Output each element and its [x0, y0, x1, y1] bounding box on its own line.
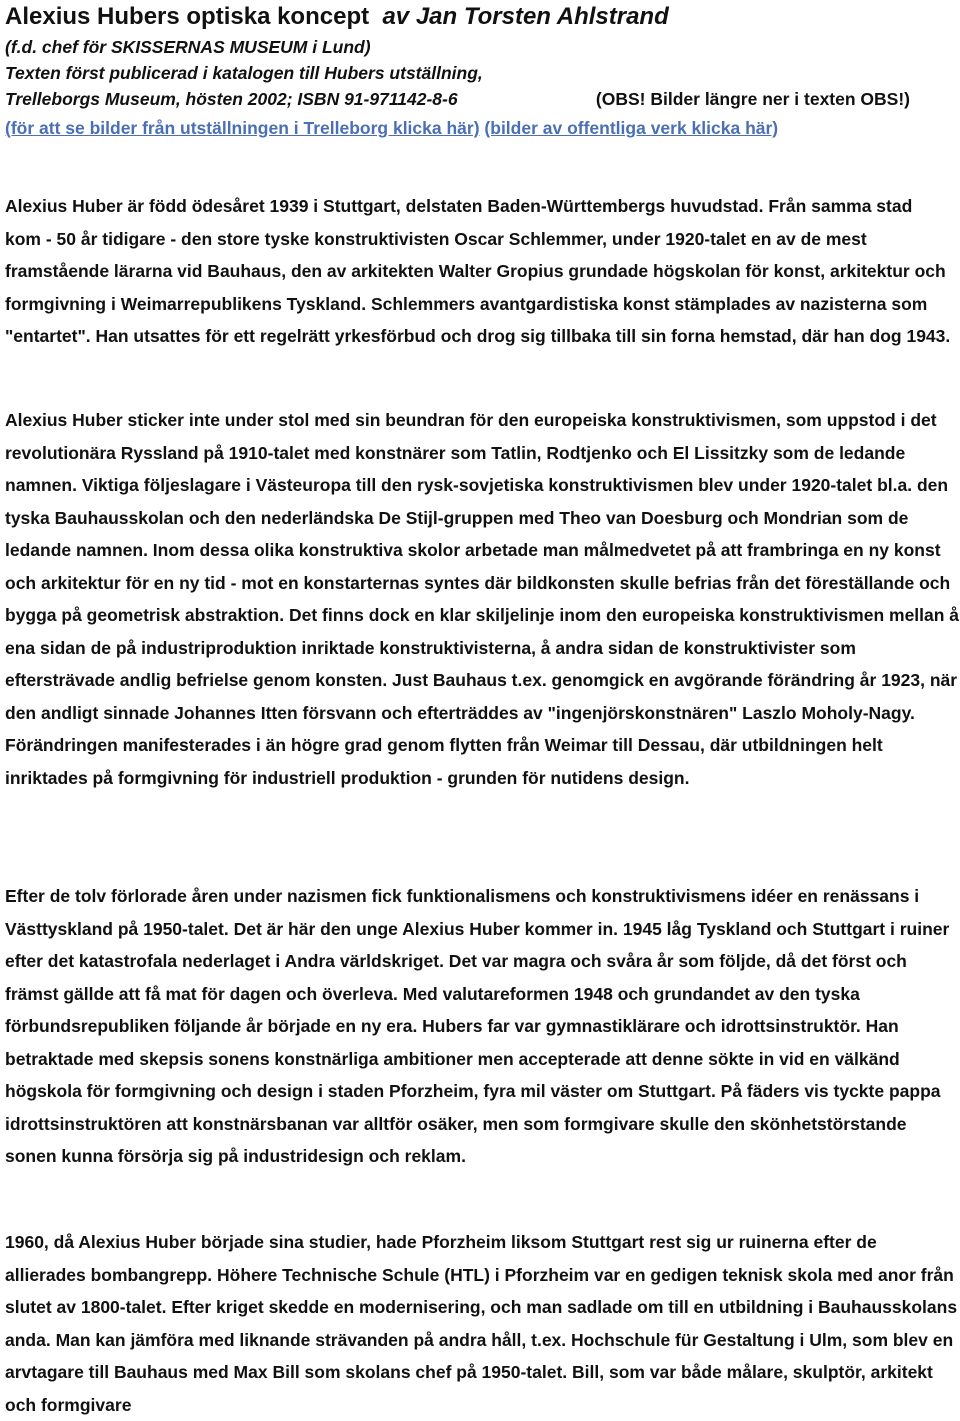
publication-line-2: Trelleborgs Museum, hösten 2002; ISBN 91-971142-8-6 [5, 89, 458, 109]
publication-line-1: Texten först publicerad i katalogen till Hubers utställning, [5, 63, 483, 83]
document-title [5, 2, 957, 32]
exhibition-images-link[interactable]: (för att se bilder från utställningen i Trelleborg klicka här) [5, 118, 480, 138]
document-meta [5, 34, 957, 112]
paragraph-2: Alexius Huber sticker inte under stol med sin beundran för den europeiska konstruktivismen, som uppstod i det revolutionära Ryssland på 1910-talet med konstnärer som Tatlin, Rodtjenko och El Lissitzky som de ledande namnen. Viktiga följeslagare i Västeuropa till den rysk-sovjetiska konstruktivismen blev under 1920-talet bl.a. den tyska Bauhausskolan och den nederländska De Stijl-gruppen med Theo van Doesburg och Mondrian som de ledande namnen. Inom dessa olika konstruktiva skolor arbetade man målmedvetet på att frambringa en ny konst och arkitektur för en ny tid - mot en konstarternas syntes där bildkonsten skulle befrias från det föreställande och bygga på geometrisk abstraktion. Det finns dock en klar skiljelinje inom den europeiska konstruktivismen mellan å ena sidan de på industriproduktion inriktade konstruktivisterna, å andra sidan de konstruktivister som eftersträvade andlig befrielse genom konsten. Just Bauhaus t.ex. genomgick en avgörande förändring år 1923, när den andligt sinnade Johannes Itten försvann och efterträddes av "ingenjörskonstnären" Laszlo Moholy-Nagy. Förändringen manifesterades i än högre grad genom flytten från Weimar till Dessau, där utbildningen helt inriktades på formgivning för industriell produktion - grunden för nutidens design. [5, 410, 960, 788]
author-role: (f.d. chef för SKISSERNAS MUSEUM i Lund) [5, 37, 371, 57]
title-author: av Jan Torsten Ahlstrand [382, 3, 669, 30]
title-main: Alexius Hubers optiska koncept [5, 3, 370, 30]
paragraph-1: Alexius Huber är född ödesåret 1939 i Stuttgart, delstaten Baden-Württembergs huvudstad. Från samma stad kom - 50 år tidigare - den store tyske konstruktivisten Oscar Schlemmer, under 1920-talet en av de mest framstående lärarna vid Bauhaus, den av arkitekten Walter Gropius grundade högskolan för konst, arkitektur och formgivning i Weimarrepublikens Tyskland. Schlemmers avantgardistiska konst stämplades av nazisterna som "entartet". Han utsattes för ett regelrätt yrkesförbud och drog sig tillbaka till sin forna hemstad, där han dog 1943. [5, 196, 951, 346]
publication-line-2-row [5, 86, 910, 112]
public-works-link[interactable]: (bilder av offentliga verk klicka här) [484, 118, 779, 138]
paragraph-4: 1960, då Alexius Huber började sina studier, hade Pforzheim liksom Stuttgart rest sig ur ruinerna efter de allierades bombangrepp. Höhere Technische Schule (HTL) i Pforzheim var en gedigen teknisk skola med anor från slutet av 1800-talet. Efter kriget skedde en modernisering, och man sadlade om till en utbildning i Bauhausskolans anda. Man kan jämföra med liknande strävanden på andra håll, t.ex. Hochschule für Gestaltung i Ulm, som blev en arvtagare till Bauhaus med Max Bill som skolans chef på 1950-talet. Bill, som var både målare, skulptör, arkitekt och formgivare [5, 1232, 958, 1415]
image-links [5, 114, 957, 142]
obs-note: (OBS! Bilder längre ner i texten OBS!) [595, 89, 910, 109]
paragraph-3: Efter de tolv förlorade åren under nazismen fick funktionalismens och konstruktivismens idéer en renässans i Västtyskland på 1950-talet. Det är här den unge Alexius Huber kommer in. 1945 låg Tyskland och Stuttgart i ruiner efter det katastrofala nederlaget i Andra världskriget. Det var magra och svåra år som följde, då det först och främst gällde att få mat för dagen och överleva. Med valutareformen 1948 och grundandet av den tyska förbundsrepubliken följande år började en ny era. Hubers far var gymnastiklärare och idrottsinstruktör. Han betraktade med skepsis sonens konstnärliga ambitioner men accepterade att denne sökte in vid en välkänd högskola för formgivning och design i staden Pforzheim, fyra mil väster om Stuttgart. På fäders vis tyckte pappa idrottsinstruktören att konstnärsbanan var alltför osäker, men som formgivare skulle den skönhetstörstande sonen kunna försörja sig på industridesign och reklam. [5, 886, 950, 1166]
document-page [5, 0, 960, 1415]
